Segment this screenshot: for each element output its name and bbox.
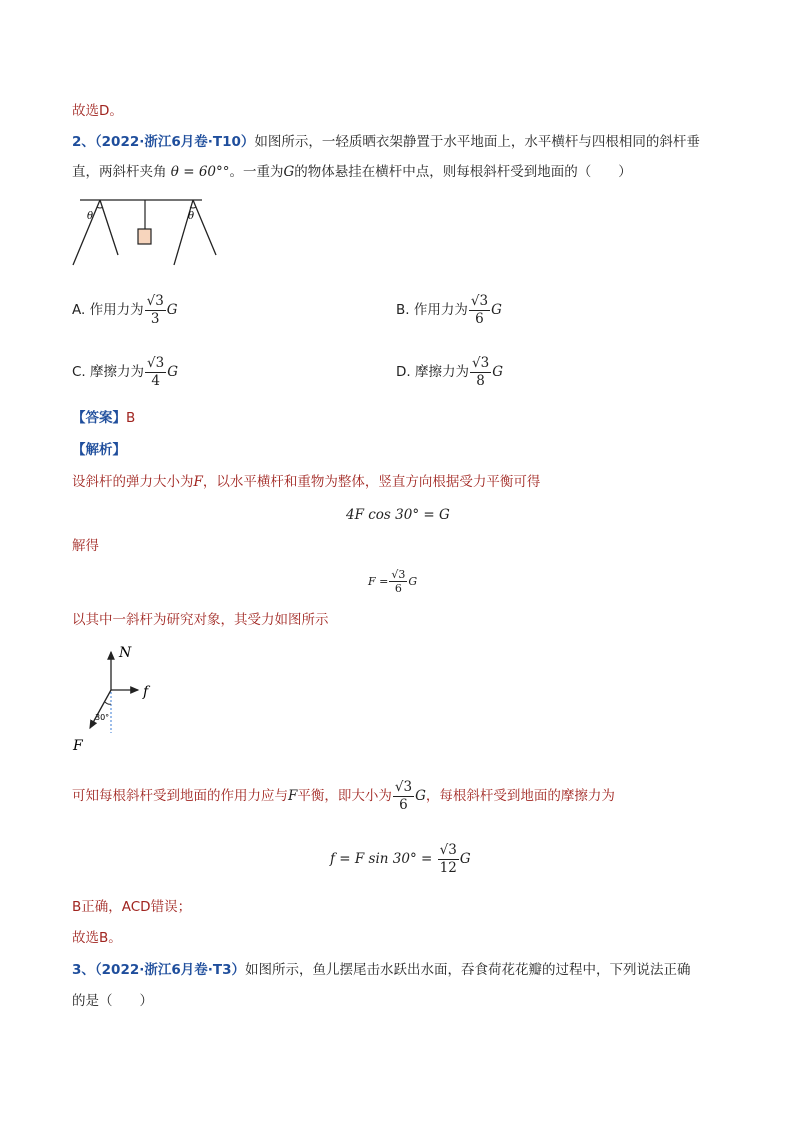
theta-label-right: θ — [188, 211, 195, 222]
option-b-text: 作用力为 — [413, 302, 468, 318]
analysis-line1 — [72, 472, 540, 492]
question3-line2: 的是（ ） — [72, 993, 153, 1009]
question2-stem-1: 如图所示，一轻质晒衣架静置于水平地面上，水平横杆与四根相同的斜杆垂 — [254, 134, 700, 150]
analysis-line3-f: F — [288, 788, 298, 804]
option-b[interactable] — [396, 290, 502, 330]
answer-line — [72, 408, 135, 428]
question3-stem-1: 如图所示，鱼儿摆尾击水跃出水面，吞食荷花花瓣的过程中，下列说法正确 — [244, 962, 691, 978]
label-f-small: f — [143, 684, 149, 700]
analysis-line3a: 可知每根斜杆受到地面的作用力应与 — [72, 788, 288, 804]
analysis-label: 【解析】 — [72, 442, 126, 458]
equation-2 — [368, 563, 417, 599]
option-c-letter: C. — [72, 364, 86, 380]
option-a-var: G — [166, 302, 178, 318]
equation-3-var: G — [459, 851, 471, 867]
equation-2-lhs: F = — [368, 574, 389, 588]
analysis-line3c: ，每根斜杆受到地面的摩擦力为 — [425, 788, 615, 804]
option-d-text: 摩擦力为 — [414, 364, 469, 380]
g-symbol: G — [283, 164, 295, 180]
answer-value: B — [126, 410, 136, 426]
equation-3-numerator: √3 — [439, 841, 457, 858]
option-b-denominator: 6 — [475, 310, 484, 327]
question2-number: 2、 — [72, 134, 95, 150]
option-d-numerator: √3 — [471, 354, 490, 371]
question2-stem-2b: °。一重为 — [222, 164, 284, 180]
question2-source: （2022·浙江6月卷·T10） — [94, 134, 255, 150]
option-a-denominator: 3 — [150, 310, 160, 327]
option-c-numerator: √3 — [147, 354, 165, 371]
option-d[interactable] — [396, 352, 503, 392]
clothes-rack-figure — [70, 195, 220, 270]
option-c-text: 摩擦力为 — [90, 364, 145, 380]
rod-force-arrow — [90, 690, 111, 728]
theta-equation: θ = 60° — [170, 164, 223, 180]
option-c-denominator: 4 — [151, 372, 160, 389]
verdict: B正确，ACD错误； — [72, 899, 192, 915]
option-b-letter: B. — [396, 302, 410, 318]
solve-label: 解得 — [72, 538, 99, 554]
equation-2-var: G — [408, 574, 418, 588]
question3-number: 3、 — [72, 962, 95, 978]
analysis-line3 — [72, 775, 615, 817]
question2-stem-2a: 直，两斜杆夹角 — [72, 164, 167, 180]
option-a-letter: A. — [72, 302, 86, 318]
answer-label: 【答案】 — [72, 410, 126, 426]
label-n: N — [119, 645, 132, 661]
analysis-line3-numerator: √3 — [394, 778, 413, 795]
analysis-line1a: 设斜杆的弹力大小为 — [72, 474, 194, 490]
analysis-f-var: F — [193, 474, 203, 490]
equation-2-numerator: √3 — [391, 567, 406, 581]
equation-3-denominator: 12 — [439, 859, 457, 876]
option-c-var: G — [167, 364, 179, 380]
option-c[interactable] — [72, 352, 178, 392]
analysis-line3-var: G — [415, 788, 426, 804]
previous-conclusion: 故选D。 — [72, 103, 123, 119]
analysis-line3b: 平衡，即大小为 — [297, 788, 392, 804]
equation-3 — [330, 838, 471, 880]
analysis-line2: 以其中一斜杆为研究对象，其受力如图所示 — [72, 612, 329, 628]
angle-label: 30° — [95, 713, 110, 722]
question2-line1 — [72, 132, 700, 152]
analysis-line3-denominator: 6 — [399, 796, 408, 813]
conclusion: 故选B。 — [72, 930, 122, 946]
question3-line1 — [72, 960, 690, 980]
option-d-letter: D. — [396, 364, 411, 380]
option-a-numerator: √3 — [146, 292, 164, 309]
equation-2-denominator: 6 — [394, 581, 402, 595]
question2-stem-2c: 的物体悬挂在横杆中点，则每根斜杆受到地面的（ ） — [294, 164, 632, 180]
analysis-line1b: ，以水平横杆和重物为整体，竖直方向根据受力平衡可得 — [202, 474, 541, 490]
option-a[interactable] — [72, 290, 178, 330]
option-b-var: G — [491, 302, 502, 318]
option-a-text: 作用力为 — [89, 302, 144, 318]
theta-label-left: θ — [87, 211, 94, 222]
equation-1: 4F cos 30° = G — [346, 507, 450, 523]
force-diagram — [68, 640, 168, 755]
question2-line2 — [72, 162, 632, 182]
question3-source: （2022·浙江6月卷·T3） — [94, 962, 245, 978]
label-f-big: F — [73, 738, 83, 754]
equation-3-lhs: f = F sin 30° = — [330, 851, 433, 867]
option-d-denominator: 8 — [476, 372, 485, 389]
option-d-var: G — [492, 364, 503, 380]
option-b-numerator: √3 — [470, 292, 489, 309]
